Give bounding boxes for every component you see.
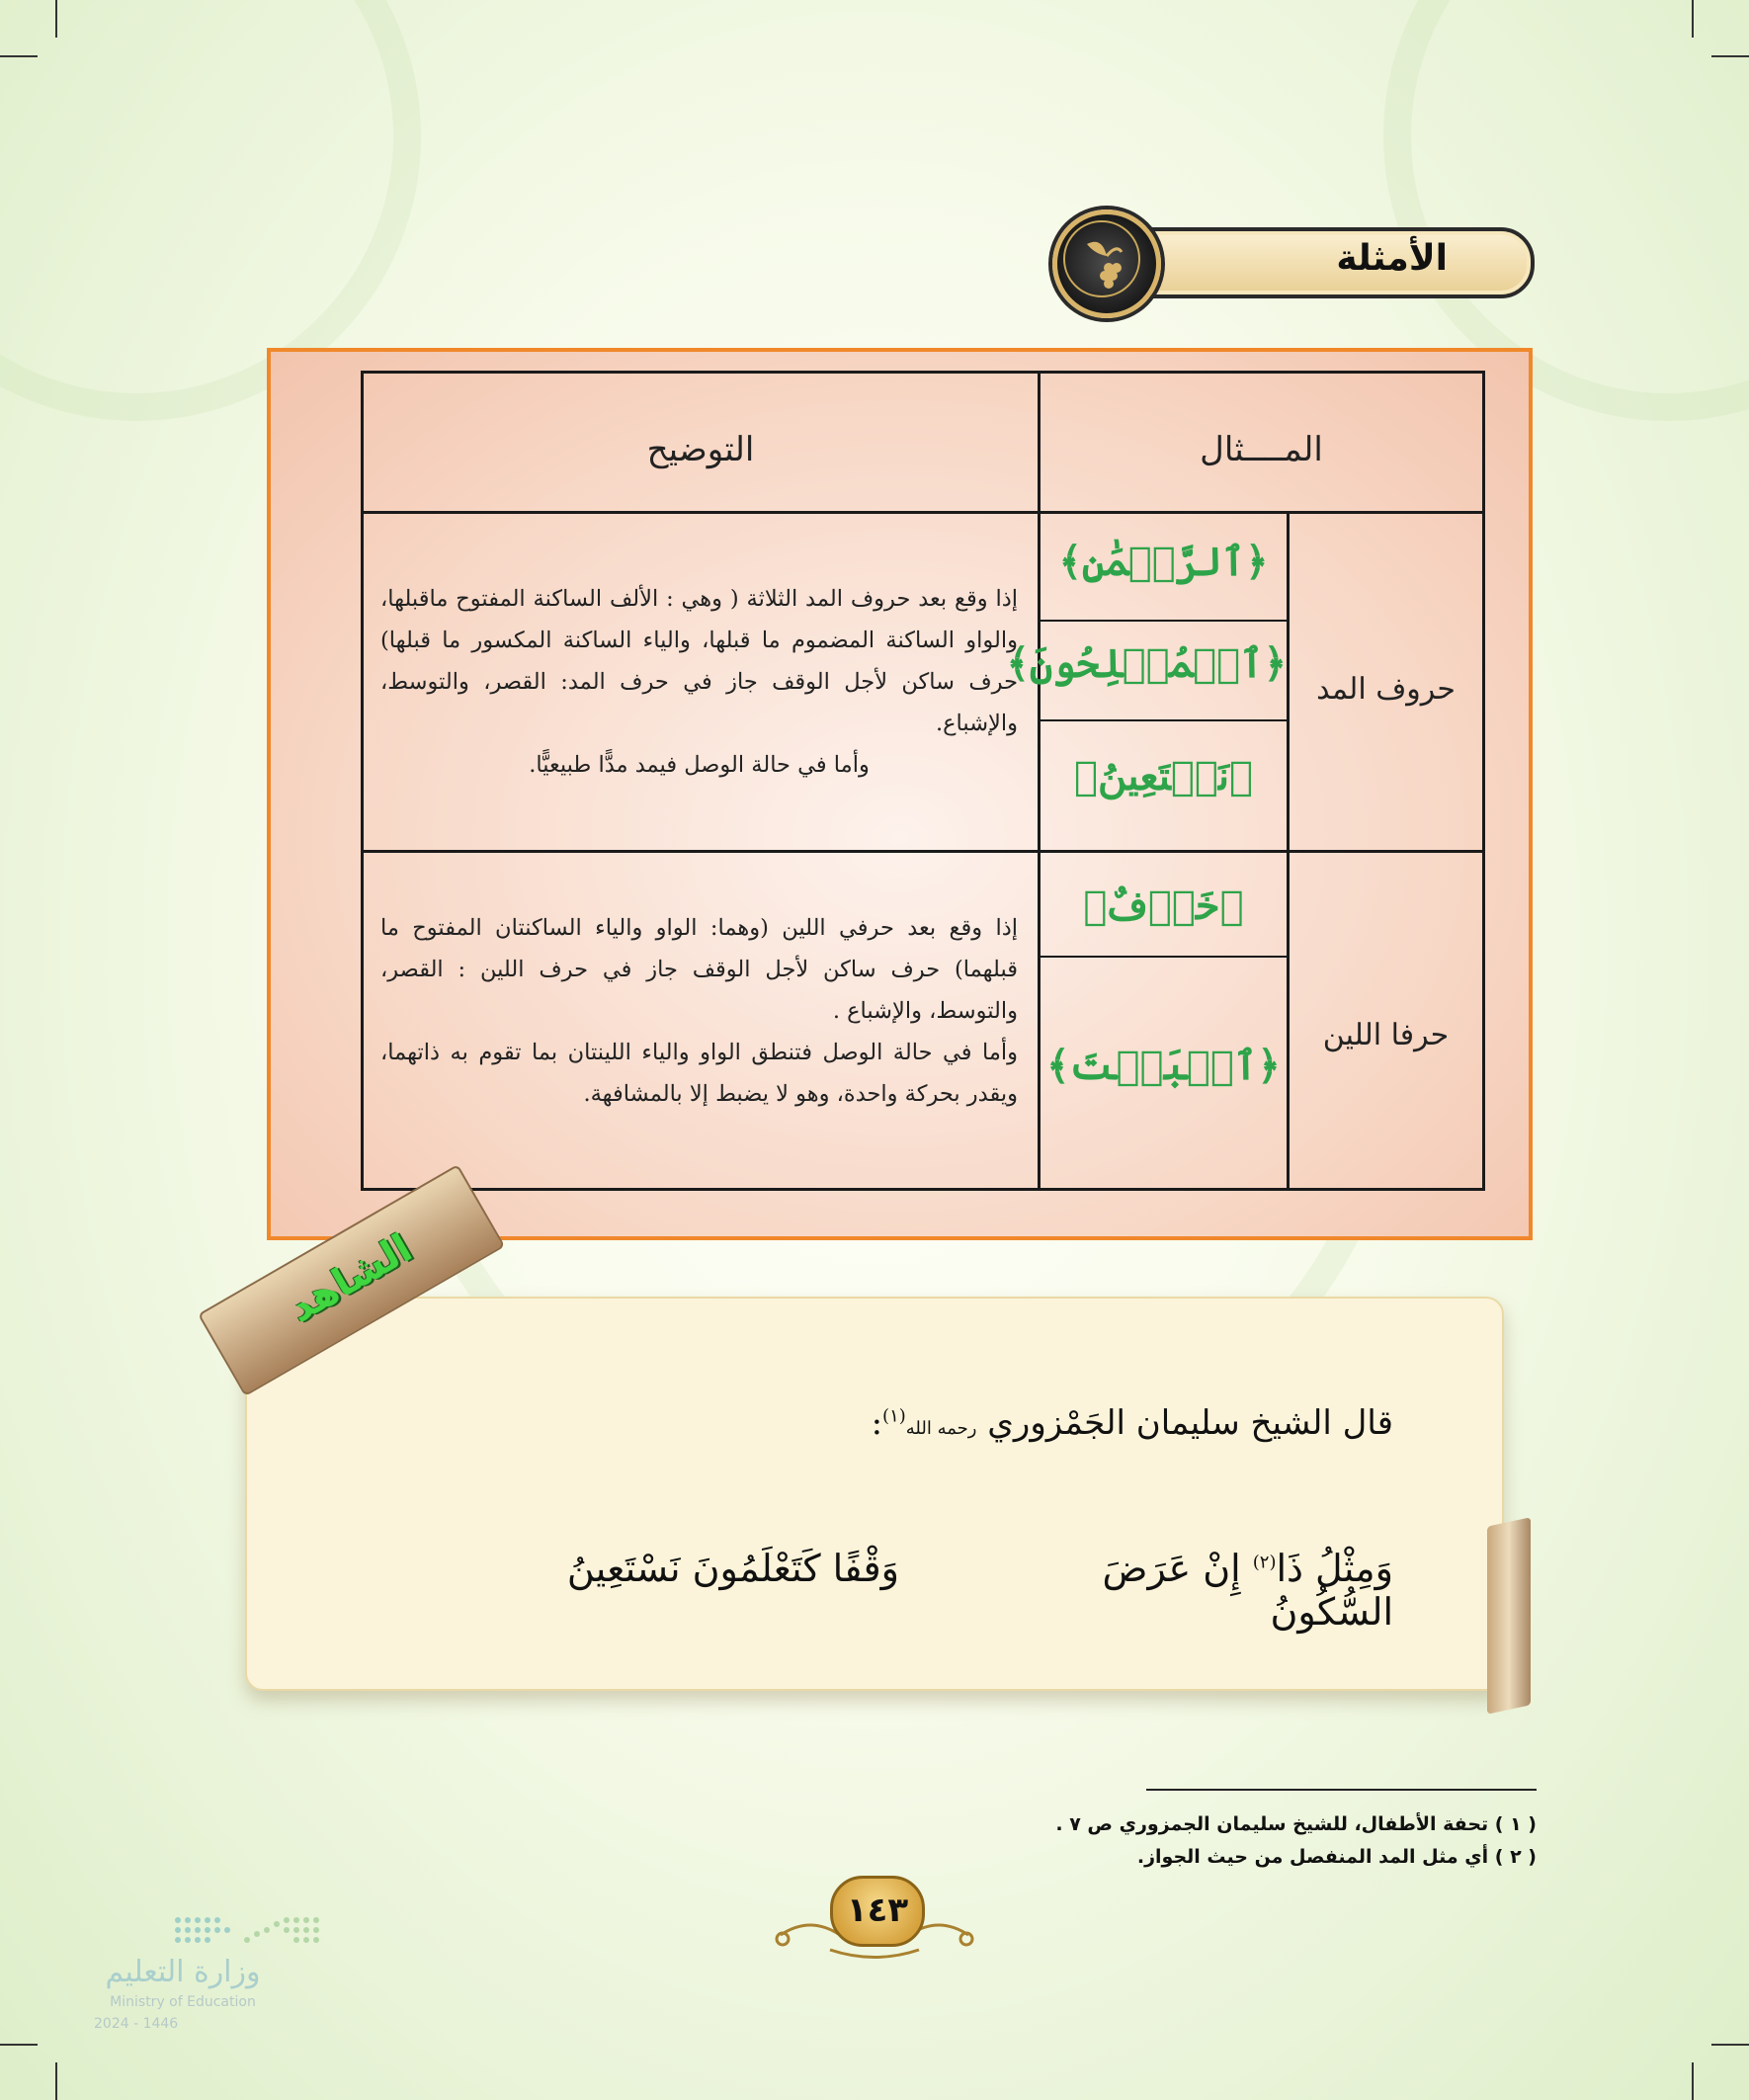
- verse-right: [968, 1547, 1393, 1634]
- verse-part: وَمِثْلُ ذَا: [1276, 1547, 1393, 1590]
- quran-word: ﴿ٱلۡمُفۡلِحُونَ﴾: [1006, 640, 1287, 687]
- table-border: [361, 371, 364, 1191]
- header-example: المــــثال: [1200, 430, 1323, 469]
- table-border: [361, 371, 1485, 374]
- page-number: ١٤٣: [846, 1890, 909, 1930]
- edition-year: 2024 - 1446: [94, 2016, 179, 2032]
- crop-mark: [0, 55, 38, 57]
- explanation-paragraph: وأما في حالة الوصل فيمد مدًّا طبيعيًّا.: [529, 752, 870, 778]
- footnote: ( ٢ ) أي مثل المد المنفصل من حيث الجواز.: [1136, 1846, 1537, 1868]
- verse-part: إِنْ عَرَضَ السُّكُونُ: [1102, 1547, 1393, 1634]
- footnote-ref: (٢): [1252, 1552, 1277, 1573]
- explanation-paragraph: إذا وقع بعد حروف المد الثلاثة ( وهي : الألف الساكنة المفتوح ماقبلها، والواو الساكنة المضموم ما قبلها، والياء الساكنة المكسور ما قبلها) حرف ساكن لأجل الوقف جاز في حرف المد: القصر، والتوسط، والإشباع.: [380, 586, 1018, 736]
- crop-mark: [55, 0, 57, 38]
- crop-mark: [1692, 2062, 1694, 2100]
- section-title-badge: [1052, 210, 1537, 308]
- intro-text: قال الشيخ سليمان الجَمْزوري: [987, 1403, 1393, 1443]
- crop-mark: [55, 2062, 57, 2100]
- explanation-madd: [380, 578, 1018, 825]
- section-title: الأمثلة: [1336, 238, 1448, 279]
- explanation-leen: [380, 907, 1018, 1164]
- ribbon-tail: [1487, 1517, 1531, 1714]
- explanation-paragraph: إذا وقع بعد حرفي اللين (وهما: الواو والياء الساكنتان المفتوح ما قبلهما) حرف ساكن لأجل الوقف جاز في حرف اللين : القصر، والتوسط، والإشباع .: [380, 915, 1018, 1024]
- ministry-logo-icon: [168, 1912, 326, 1952]
- crop-mark: [1711, 2044, 1749, 2046]
- word-cell-divider: [1039, 956, 1288, 958]
- page-number-badge: [830, 1876, 925, 1947]
- crop-mark: [1711, 55, 1749, 57]
- table-column-divider: [1287, 512, 1290, 1191]
- header-explanation: التوضيح: [646, 430, 755, 469]
- word-cell-divider: [1039, 719, 1288, 721]
- category-leen-letters: حرفا اللين: [1322, 1018, 1450, 1052]
- footnote-ref: (١): [882, 1405, 906, 1427]
- category-madd-letters: حروف المد: [1316, 672, 1456, 707]
- footnote-rule: [1146, 1789, 1537, 1791]
- intro-honorific: رحمه الله: [905, 1418, 977, 1439]
- quran-word: ﴿نَسۡتَعِينُ﴾: [1073, 753, 1254, 799]
- quran-word: ﴿خَوۡفٌ﴾: [1083, 882, 1244, 929]
- ministry-name-ar: وزارة التعليم: [105, 1955, 261, 1989]
- ribbon-label: الشاهد: [281, 1225, 420, 1332]
- table-row-divider: [361, 850, 1485, 853]
- ministry-name-en: Ministry of Education: [110, 1994, 256, 2010]
- evidence-intro: قال الشيخ سليمان الجَمْزوري رحمه الله$^{(١)}$:: [871, 1403, 1393, 1443]
- table-header-divider: [361, 511, 1485, 514]
- quran-word: ﴿ٱلۡبَيۡتَ﴾: [1046, 1043, 1281, 1089]
- word-cell-divider: [1039, 620, 1288, 622]
- grape-emblem-icon: [1052, 210, 1161, 318]
- explanation-paragraph: وأما في حالة الوصل فتنطق الواو والياء اللينتان بما تقوم به ذاتهما، ويقدر بحركة واحدة، وهو لا يضبط إلا بالمشافهة.: [380, 1040, 1018, 1107]
- table-border: [361, 1188, 1485, 1191]
- quran-word: ﴿ٱلرَّحۡمَٰنِ﴾: [1058, 539, 1269, 585]
- crop-mark: [1692, 0, 1694, 38]
- table-border: [1482, 371, 1485, 1191]
- footnote: ( ١ ) تحفة الأطفال، للشيخ سليمان الجمزوري ص ٧ .: [1055, 1813, 1537, 1835]
- crop-mark: [0, 2044, 38, 2046]
- verse-left: وَقْفًا كَتَعْلَمُونَ نَسْتَعِينُ: [566, 1547, 899, 1590]
